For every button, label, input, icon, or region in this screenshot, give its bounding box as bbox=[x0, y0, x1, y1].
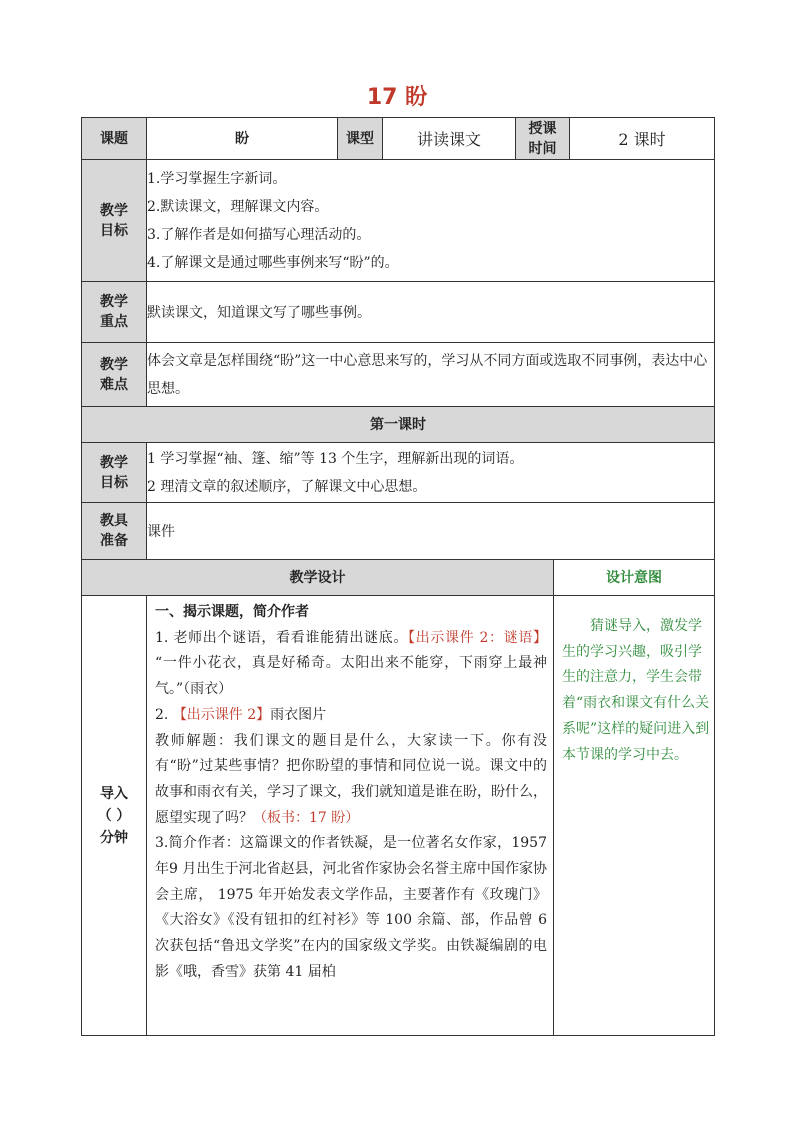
topic-label: 课题 bbox=[82, 118, 147, 160]
difficulties-label bbox=[82, 343, 147, 407]
type-label: 课型 bbox=[338, 118, 383, 160]
lesson-goal-item: 2 理清文章的叙述顺序，了解课文中心思想。 bbox=[147, 478, 427, 495]
goal-item: 2.默读课文，理解课文内容。 bbox=[147, 198, 329, 215]
paragraph-author: 3.简介作者：这篇课文的作者铁凝，是一位著名女作家，1957 年9 月出生于河北省赵县，河北省作家协会名誉主席中国作家协会主席， 1975 年开始发表文学作品，主要著作有《玫瑰门》《大浴女》《没有钮扣的红衬衫》等 100 余篇、部，作品曾 6 次获包括“鲁迅文学奖”在内的国家级文学奖。由铁凝编剧的电影《哦，香雪》获第 41 届柏 bbox=[155, 835, 547, 980]
time-label bbox=[516, 118, 570, 160]
goals-list bbox=[147, 160, 715, 282]
topic-value: 盼 bbox=[147, 118, 338, 160]
riddle-text: “一件小花衣，真是好稀奇。太阳出来不能穿，下雨穿上最神气。”（雨衣） bbox=[155, 655, 547, 698]
raincoat-text: 雨衣图片 bbox=[270, 706, 327, 723]
title-explain-text: 教师解题：我们课文的题目是什么，大家读一下。你有没有“盼”过某些事情？把你盼望的事情和同位说一说。课文中的故事和雨衣有关，学习了课文，我们就知道是谁在盼，盼什么，愿望实现了吗？ bbox=[155, 732, 547, 826]
key-points-label-line2: 重点 bbox=[100, 314, 128, 330]
intent-cell bbox=[554, 596, 715, 1036]
stage-label-line1: 导入 bbox=[100, 785, 128, 802]
raincoat-num: 2. bbox=[155, 706, 173, 723]
design-body bbox=[147, 596, 553, 986]
design-content bbox=[147, 596, 554, 1036]
time-label-line1: 授课 bbox=[528, 120, 557, 137]
goals-label bbox=[82, 160, 147, 282]
time-value: 2 课时 bbox=[570, 118, 715, 160]
goals-label-line2: 目标 bbox=[100, 222, 128, 239]
board-note: （板书：17 盼） bbox=[253, 809, 360, 826]
design-table bbox=[81, 559, 715, 1036]
header-table bbox=[81, 117, 715, 160]
goals-label-line1: 教学 bbox=[100, 202, 128, 219]
courseware-note: 【出示课件 2】 bbox=[172, 706, 271, 723]
courseware-note: 【出示课件 2：谜语】 bbox=[408, 629, 548, 646]
difficulties-label-line1: 教学 bbox=[100, 356, 128, 373]
design-heading: 教学设计 bbox=[82, 560, 554, 596]
key-points-text: 默读课文，知道课文写了哪些事例。 bbox=[147, 282, 715, 343]
goal-item: 4.了解课文是通过哪些事例来写“盼”的。 bbox=[147, 254, 399, 271]
lesson-goal-item: 1 学习掌握“袖、篷、缩”等 13 个生字，理解新出现的词语。 bbox=[147, 450, 524, 467]
riddle-intro: 1. 老师出个谜语，看看谁能猜出谜底。 bbox=[155, 629, 409, 646]
section-title: 一、揭示课题，简介作者 bbox=[155, 604, 309, 620]
goal-item: 1.学习掌握生字新词。 bbox=[147, 170, 287, 187]
stage-label-line3: 分钟 bbox=[100, 829, 128, 846]
document-title: 17 盼 bbox=[366, 85, 428, 110]
goal-item: 3.了解作者是如何描写心理活动的。 bbox=[147, 226, 371, 243]
difficulties-text: 体会文章是怎样围绕“盼”这一中心意思来写的，学习从不同方面或选取不同事例，表达中心思想。 bbox=[147, 343, 715, 407]
lesson-plan bbox=[81, 117, 714, 1036]
lesson-goals-list bbox=[147, 443, 715, 503]
stage-label-line2: （ ） bbox=[97, 807, 131, 824]
overview-table bbox=[81, 159, 715, 560]
key-points-label-line1: 教学 bbox=[100, 294, 128, 310]
tools-label-line1: 教具 bbox=[100, 513, 128, 529]
time-label-line2: 时间 bbox=[528, 140, 557, 157]
intent-text: 猜谜导入，激发学生的学习兴趣，吸引学生的注意力，学生会带着“雨衣和课文有什么关系呢”这样的疑问进入到本节课的学习中去。 bbox=[562, 618, 710, 763]
lesson-goals-label bbox=[82, 443, 147, 503]
tools-label bbox=[82, 503, 147, 560]
type-value: 讲读课文 bbox=[383, 118, 516, 160]
first-lesson-heading: 第一课时 bbox=[82, 407, 715, 443]
lesson-goals-label-line1: 教学 bbox=[100, 454, 128, 471]
tools-label-line2: 准备 bbox=[100, 533, 128, 549]
paragraph-raincoat bbox=[155, 703, 547, 729]
tools-value: 课件 bbox=[147, 503, 715, 560]
paragraph-title-explain bbox=[155, 729, 547, 832]
lesson-goals-label-line2: 目标 bbox=[100, 474, 128, 491]
difficulties-label-line2: 难点 bbox=[100, 376, 128, 393]
paragraph-riddle bbox=[155, 626, 547, 703]
key-points-label bbox=[82, 282, 147, 343]
intent-heading: 设计意图 bbox=[554, 560, 715, 596]
stage-label bbox=[82, 596, 147, 1036]
